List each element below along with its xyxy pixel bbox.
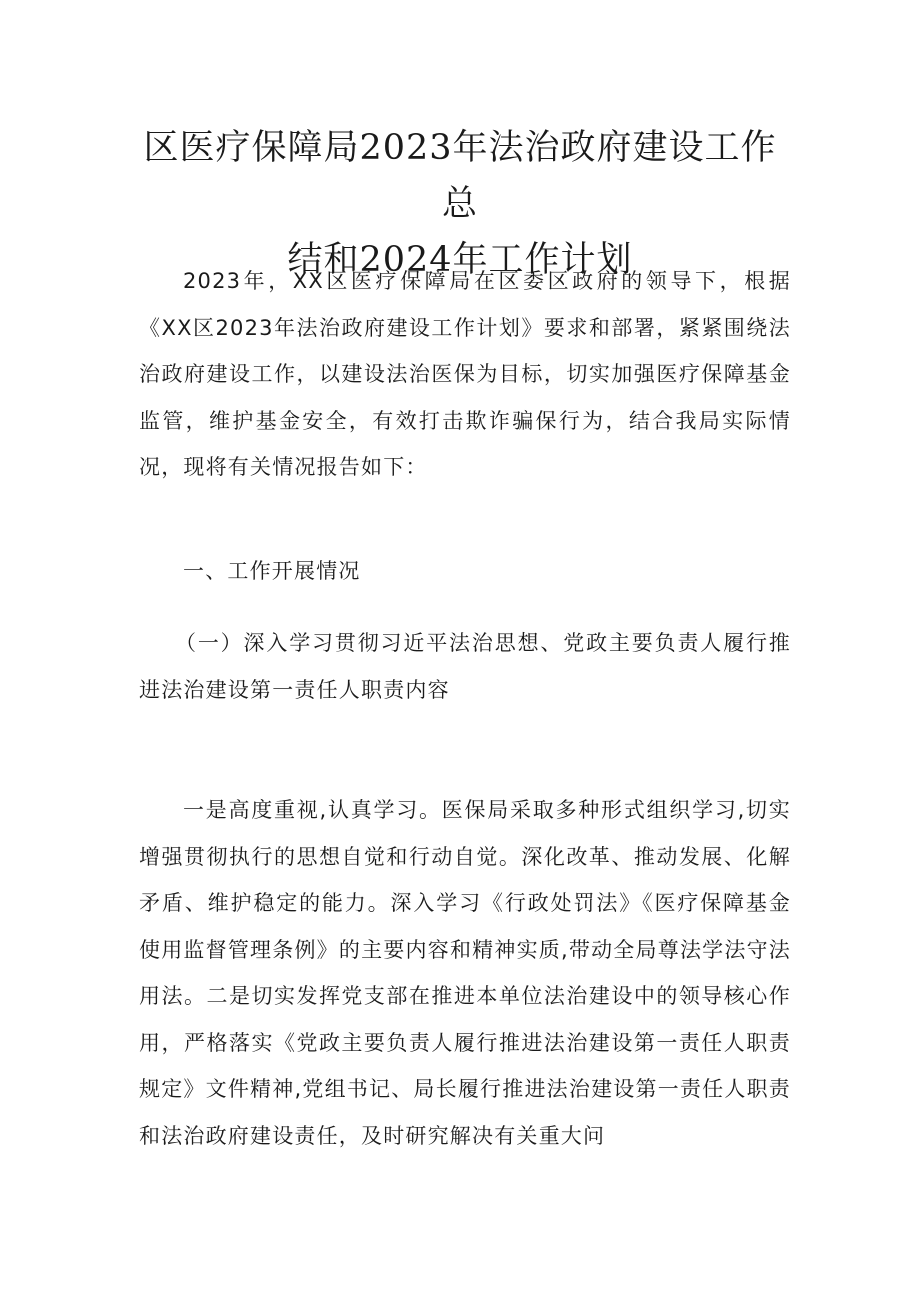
title-line-2: 结和2024年工作计划 <box>287 240 633 280</box>
subsection-heading: （一）深入学习贯彻习近平法治思想、党政主要负责人履行推进法治建设第一责任人职责内容 <box>139 631 791 702</box>
title-line-1: 区医疗保障局2023年法治政府建设工作总 <box>143 128 777 224</box>
intro-paragraph: 2023年，XX区医疗保障局在区委区政府的领导下，根据《XX区2023年法治政府建设工作计划》要求和部署，紧紧围绕法治政府建设工作，以建设法治医保为目标，切实加强医疗保障基金监管，维护基金安全，有效打击欺诈骗保行为，结合我局实际情况，现将有关情况报告如下： <box>139 269 791 479</box>
body-paragraph: 一是高度重视,认真学习。医保局采取多种形式组织学习,切实增强贯彻执行的思想自觉和行动自觉。深化改革、推动发展、化解矛盾、维护稳定的能力。深入学习《行政处罚法》《医疗保障基金使用监督管理条例》的主要内容和精神实质,带动全局尊法学法守法用法。二是切实发挥党支部在推进本单位法治建设中的领导核心作用，严格落实《党政主要负责人履行推进法治建设第一责任人职责规定》文件精神,党组书记、局长履行推进法治建设第一责任人职责和法治政府建设责任，及时研究解决有关重大问 <box>139 798 791 1148</box>
section-heading: 一、工作开展情况 <box>183 559 361 583</box>
